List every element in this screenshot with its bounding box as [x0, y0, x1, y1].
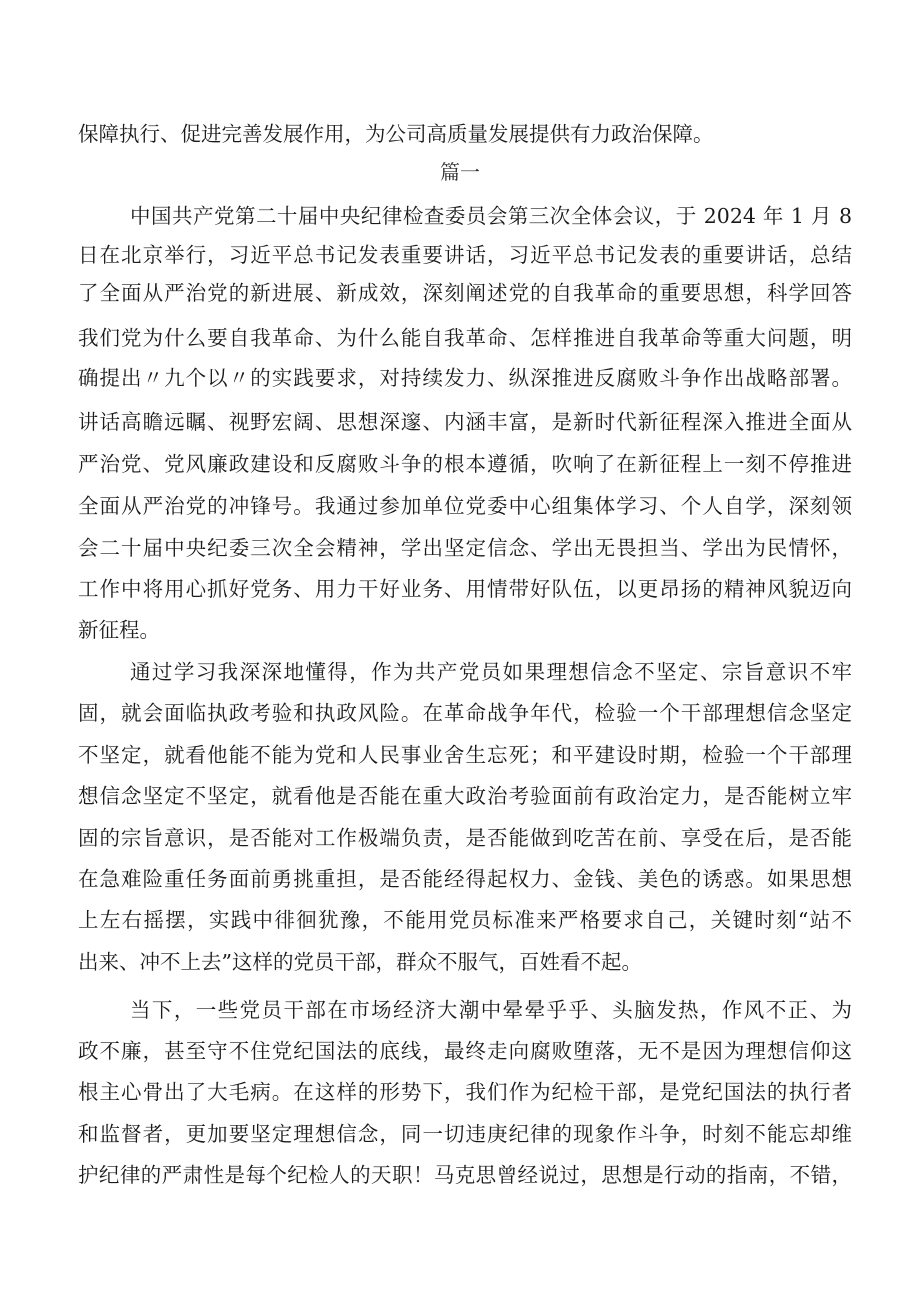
paragraph-line: 会二十届中央纪委三次全会精神，学出坚定信念、学出无畏担当、学出为民情怀，: [78, 536, 852, 560]
paragraph-line: 当下，一些党员干部在市场经济大潮中晕晕乎乎、头脑发热，作风不正、为: [130, 998, 852, 1022]
paragraph-line: 固，就会面临执政考验和执政风险。在革命战争年代，检验一个干部理想信念坚定: [78, 701, 852, 725]
paragraph-line: 通过学习我深深地懂得，作为共产党员如果理想信念不坚定、宗旨意识不牢: [130, 660, 852, 684]
paragraph-line: 和监督者，更加要坚定理想信念，同一切违庚纪律的现象作斗争，时刻不能忘却维: [78, 1122, 852, 1146]
section-title: 篇一: [440, 160, 480, 184]
paragraph-line: 新征程。: [78, 618, 160, 642]
paragraph-line: 日在北京举行，习近平总书记发表重要讲话，习近平总书记发表的重要讲话，总结: [78, 243, 852, 267]
paragraph-line: 确提出〃九个以〃的实践要求，对持续发力、纵深推进反腐败斗争作出战略部署。: [78, 366, 852, 390]
intro-tail-line: 保障执行、促进完善发展作用，为公司高质量发展提供有力政治保障。: [78, 122, 714, 146]
paragraph-line: 上左右摇摆，实践中徘徊犹豫，不能用党员标准来严格要求自己，关键时刻“站不: [78, 908, 852, 932]
paragraph-line: 工作中将用心抓好党务、用力干好业务、用情带好队伍，以更昂扬的精神风貌迈向: [78, 577, 852, 601]
paragraph-line: 出来、冲不上去”这样的党员干部，群众不服气，百姓看不起。: [78, 950, 642, 974]
paragraph-line: 想信念坚定不坚定，就看他是否能在重大政治考验面前有政治定力，是否能树立牢: [78, 784, 852, 808]
paragraph-line: 讲话高瞻远瞩、视野宏阔、思想深邃、内涵丰富，是新时代新征程深入推进全面从: [78, 410, 852, 434]
paragraph-line: 护纪律的严肃性是每个纪检人的天职！马克思曾经说过，思想是行动的指南，不错，: [78, 1163, 852, 1187]
paragraph-line: 政不廉，甚至守不住党纪国法的底线，最终走向腐败堕落，无不是因为理想信仰这: [78, 1039, 852, 1063]
paragraph-line: 固的宗旨意识，是否能对工作极端负责，是否能做到吃苦在前、享受在后，是否能: [78, 826, 852, 850]
paragraph-line: 根主心骨出了大毛病。在这样的形势下，我们作为纪检干部，是党纪国法的执行者: [78, 1080, 852, 1104]
paragraph-line: 不坚定，就看他能不能为党和人民事业舍生忘死；和平建设时期，检验一个干部理: [78, 743, 852, 767]
paragraph-line: 严治党、党风廉政建设和反腐败斗争的根本遵循，吹响了在新征程上一刻不停推进: [78, 452, 852, 476]
paragraph-line: 我们党为什么要自我革命、为什么能自我革命、怎样推进自我革命等重大问题，明: [78, 326, 852, 350]
paragraph-line: 全面从严治党的冲锋号。我通过参加单位党委中心组集体学习、个人自学，深刻领: [78, 494, 852, 518]
paragraph-line: 了全面从严治党的新进展、新成效，深刻阐述党的自我革命的重要思想，科学回答: [78, 281, 852, 305]
paragraph-line: 中国共产党第二十届中央纪律检查委员会第三次全体会议，于 2024 年 1 月 8: [130, 204, 852, 228]
paragraph-line: 在急难险重任务面前勇挑重担，是否能经得起权力、金钱、美色的诱惑。如果思想: [78, 867, 852, 891]
